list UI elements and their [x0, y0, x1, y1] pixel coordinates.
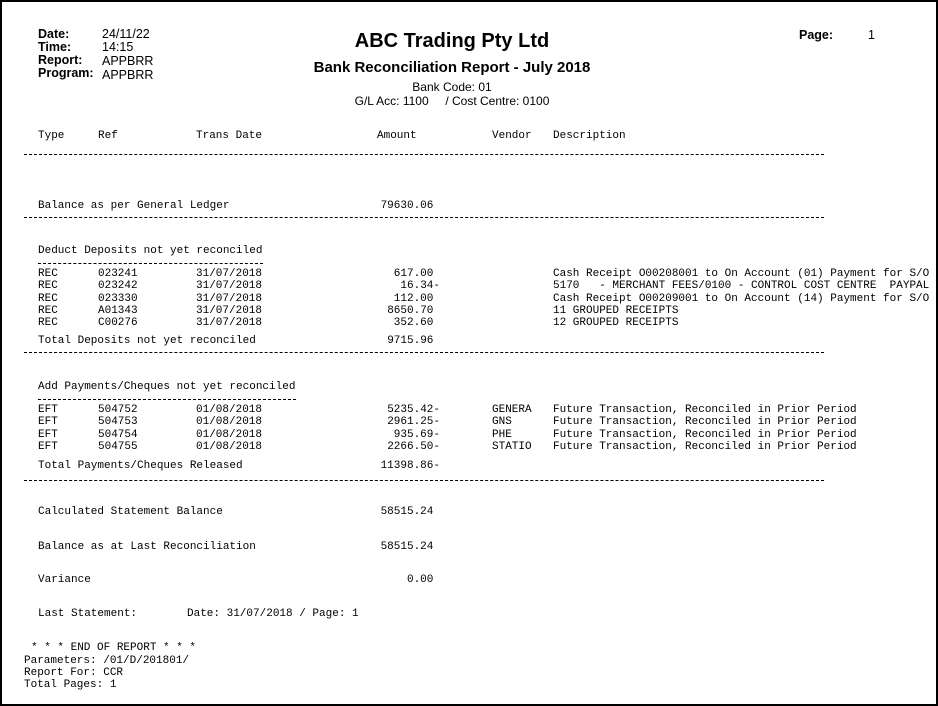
meta-report-value: APPBRR: [102, 54, 154, 68]
last-statement-row: [2, 608, 938, 620]
cell-description: 11 GROUPED RECEIPTS: [553, 305, 679, 317]
cell-type: EFT: [38, 429, 58, 441]
deposits-total-label: Total Deposits not yet reconciled: [38, 335, 256, 347]
payments-heading-label: Add Payments/Cheques not yet reconciled: [38, 381, 296, 393]
col-header-amount: Amount: [377, 130, 417, 142]
cell-vendor: PHE: [492, 429, 512, 441]
ledger-balance-amount: 79630.06: [380, 200, 440, 212]
table-row: [2, 441, 938, 453]
title-block: [2, 30, 902, 108]
calculated-balance-amount: 58515.24: [380, 506, 440, 518]
separator: [24, 217, 824, 218]
meta-program-label: Program:: [38, 66, 94, 80]
cell-ref: 023330: [98, 293, 138, 305]
column-header-row: [2, 130, 938, 142]
cell-ref: 504752: [98, 404, 138, 416]
cell-amount: 5235.42-: [387, 404, 440, 416]
table-row: [2, 317, 938, 329]
report-for-text: Report For: CCR: [24, 667, 124, 679]
col-header-ref: Ref: [98, 130, 118, 142]
cell-description: Future Transaction, Reconciled in Prior Period: [553, 441, 857, 453]
cell-description: 12 GROUPED RECEIPTS: [553, 317, 679, 329]
payments-total-amount: 11398.86-: [380, 460, 440, 472]
cell-ref: A01343: [98, 305, 138, 317]
cell-ref: 504754: [98, 429, 138, 441]
cell-amount: 16.34-: [400, 280, 440, 292]
parameters-text: Parameters: /01/D/201801/: [24, 655, 190, 667]
table-row: [2, 280, 938, 292]
parameters-line: [2, 655, 938, 667]
cell-amount: 617.00: [393, 268, 440, 280]
table-row: [2, 416, 938, 428]
company-name: ABC Trading Pty Ltd: [354, 30, 550, 52]
cell-amount: 112.00: [393, 293, 440, 305]
cell-description: Cash Receipt O00208001 to On Account (01) Payment for S/O: [553, 268, 930, 280]
cell-trans-date: 31/07/2018: [196, 280, 263, 292]
cell-trans-date: 31/07/2018: [196, 268, 263, 280]
last-reconciliation-row: [2, 541, 938, 553]
table-row: [2, 268, 938, 280]
cell-trans-date: 01/08/2018: [196, 429, 263, 441]
table-row: [2, 293, 938, 305]
cell-amount: 8650.70: [387, 305, 440, 317]
col-header-type: Type: [38, 130, 65, 142]
cell-type: EFT: [38, 441, 58, 453]
last-statement-value: Date: 31/07/2018 / Page: 1: [187, 608, 359, 620]
meta-date-label: Date:: [38, 27, 70, 41]
cell-vendor: STATIO: [492, 441, 532, 453]
cell-ref: 023241: [98, 268, 138, 280]
cell-type: REC: [38, 280, 58, 292]
variance-row: [2, 574, 938, 586]
bank-code-line: Bank Code: 01: [412, 80, 492, 94]
cell-type: REC: [38, 268, 58, 280]
cell-description: Future Transaction, Reconciled in Prior Period: [553, 404, 857, 416]
cell-amount: 2266.50-: [387, 441, 440, 453]
report-for-line: [2, 667, 938, 679]
cell-vendor: GENERA: [492, 404, 532, 416]
meta-time-value: 14:15: [102, 40, 134, 54]
col-header-trans-date: Trans Date: [196, 130, 263, 142]
table-row: [2, 404, 938, 416]
table-row: [2, 429, 938, 441]
total-pages-line: [2, 679, 938, 691]
cell-type: REC: [38, 317, 58, 329]
separator: [24, 154, 824, 155]
cell-ref: C00276: [98, 317, 138, 329]
deposits-total-row: [2, 335, 938, 347]
separator: [24, 352, 824, 353]
cell-trans-date: 01/08/2018: [196, 404, 263, 416]
calculated-balance-label: Calculated Statement Balance: [38, 506, 223, 518]
meta-report-label: Report:: [38, 53, 83, 67]
page-label: Page:: [799, 28, 834, 42]
last-reconciliation-label: Balance as at Last Reconciliation: [38, 541, 256, 553]
cell-description: 5170 - MERCHANT FEES/0100 - CONTROL COST CENTRE PAYPAL: [553, 280, 930, 292]
table-row: [2, 305, 938, 317]
cell-ref: 504755: [98, 441, 138, 453]
payments-total-row: [2, 460, 938, 472]
deposits-heading: [2, 245, 938, 257]
cell-description: Cash Receipt O00209001 to On Account (14) Payment for S/O: [553, 293, 930, 305]
cell-description: Future Transaction, Reconciled in Prior Period: [553, 416, 857, 428]
last-statement-label: Last Statement:: [38, 608, 138, 620]
ledger-balance-label: Balance as per General Ledger: [38, 200, 230, 212]
end-of-report-line: [2, 642, 938, 654]
payments-total-label: Total Payments/Cheques Released: [38, 460, 243, 472]
cell-amount: 935.69-: [393, 429, 440, 441]
total-pages-text: Total Pages: 1: [24, 679, 117, 691]
cell-description: Future Transaction, Reconciled in Prior Period: [553, 429, 857, 441]
ledger-balance-row: [2, 200, 938, 212]
cell-trans-date: 31/07/2018: [196, 305, 263, 317]
cell-trans-date: 01/08/2018: [196, 441, 263, 453]
cell-type: REC: [38, 305, 58, 317]
variance-label: Variance: [38, 574, 91, 586]
cell-amount: 2961.25-: [387, 416, 440, 428]
end-of-report-text: * * * END OF REPORT * * *: [31, 642, 197, 654]
cell-type: EFT: [38, 404, 58, 416]
cell-type: REC: [38, 293, 58, 305]
cell-ref: 023242: [98, 280, 138, 292]
page-number: 1: [868, 28, 875, 42]
cell-type: EFT: [38, 416, 58, 428]
separator: [38, 399, 296, 400]
meta-program-value: APPBRR: [102, 68, 154, 82]
cell-ref: 504753: [98, 416, 138, 428]
calculated-balance-row: [2, 506, 938, 518]
payments-heading: [2, 381, 938, 393]
last-reconciliation-amount: 58515.24: [380, 541, 440, 553]
cell-amount: 352.60: [393, 317, 440, 329]
cell-trans-date: 31/07/2018: [196, 317, 263, 329]
meta-time-label: Time:: [38, 40, 72, 54]
meta-date-value: 24/11/22: [102, 27, 150, 41]
deposits-total-amount: 9715.96: [387, 335, 440, 347]
gl-cost-centre-line: G/L Acc: 1100 / Cost Centre: 0100: [354, 94, 550, 108]
cell-vendor: GNS: [492, 416, 512, 428]
report-title: Bank Reconciliation Report - July 2018: [313, 59, 591, 76]
cell-trans-date: 01/08/2018: [196, 416, 263, 428]
separator: [24, 480, 824, 481]
deposits-heading-label: Deduct Deposits not yet reconciled: [38, 245, 263, 257]
separator: [38, 263, 263, 264]
col-header-vendor: Vendor: [492, 130, 532, 142]
col-header-description: Description: [553, 130, 626, 142]
variance-amount: 0.00: [406, 574, 440, 586]
cell-trans-date: 31/07/2018: [196, 293, 263, 305]
